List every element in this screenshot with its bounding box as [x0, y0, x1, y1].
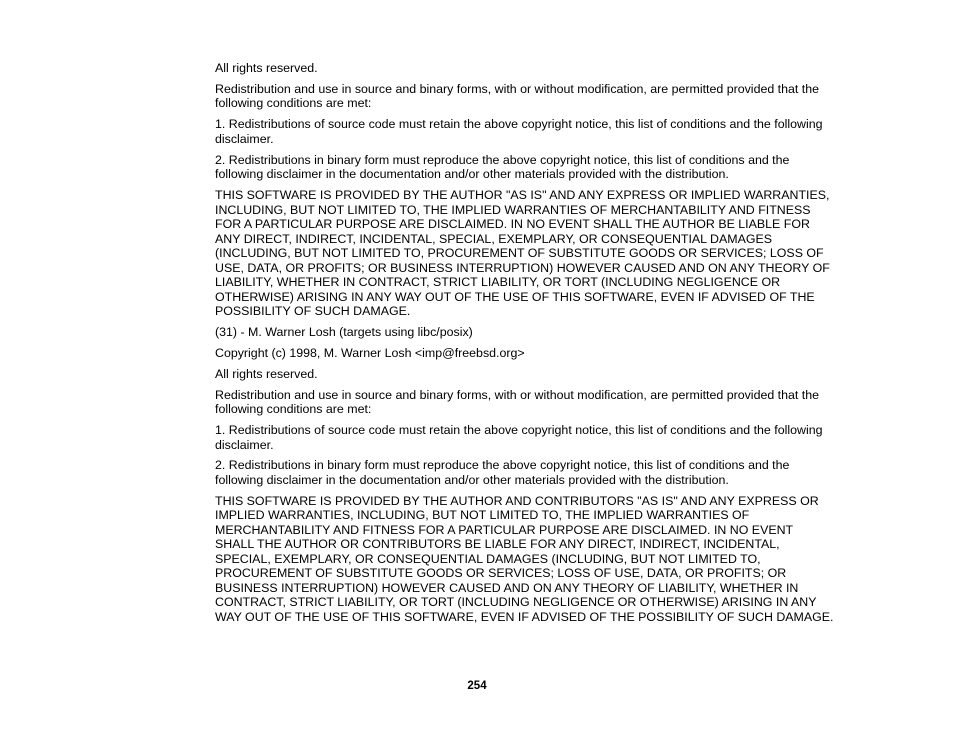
license-section-heading: (31) - M. Warner Losh (targets using libc/posix): [215, 324, 473, 339]
rights-statement: All rights reserved.: [215, 366, 318, 381]
warranty-disclaimer: THIS SOFTWARE IS PROVIDED BY THE AUTHOR AND CONTRIBUTORS "AS IS" AND ANY EXPRESS OR IMPLIED WARRANTIES, INCLUDING, BUT NOT LIMITED TO, THE IMPLIED WARRANTIES OF MERCHANTABILITY AND FITNESS FOR A PARTICULAR PURPOSE ARE DISCLAIMED. IN NO EVENT SHALL THE AUTHOR OR CONTRIBUTORS BE LIABLE FOR ANY DIRECT, INDIRECT, INCIDENTAL, SPECIAL, EXEMPLARY, OR CONSEQUENTIAL DAMAGES (INCLUDING, BUT NOT LIMITED TO, PROCUREMENT OF SUBSTITUTE GOODS OR SERVICES; LOSS OF USE, DATA, OR PROFITS; OR BUSINESS INTERRUPTION) HOWEVER CAUSED AND ON ANY THEORY OF LIABILITY, WHETHER IN CONTRACT, STRICT LIABILITY, OR TORT (INCLUDING NEGLIGENCE OR OTHERWISE) ARISING IN ANY WAY OUT OF THE USE OF THIS SOFTWARE, EVEN IF ADVISED OF THE POSSIBILITY OF SUCH DAMAGE.: [215, 493, 834, 624]
rights-statement: All rights reserved.: [215, 61, 318, 75]
condition-source-code: 1. Redistributions of source code must retain the above copyright notice, this list of conditions and the following disclaimer.: [215, 423, 823, 452]
condition-binary-form: 2. Redistributions in binary form must reproduce the above copyright notice, this list of conditions and the following disclaimer in the documentation and/or other materials provided with the distribution.: [215, 458, 790, 487]
condition-binary-form: 2. Redistributions in binary form must reproduce the above copyright notice, this list of conditions and the following disclaimer in the documentation and/or other materials provided with the distribution.: [215, 152, 790, 182]
document-body: [215, 61, 835, 631]
condition-source-code: 1. Redistributions of source code must retain the above copyright notice, this list of conditions and the following disclaimer.: [215, 117, 823, 146]
copyright-notice: Copyright (c) 1998, M. Warner Losh <imp@freebsd.org>: [215, 345, 525, 360]
page-number: 254: [467, 680, 487, 692]
warranty-disclaimer: THIS SOFTWARE IS PROVIDED BY THE AUTHOR "AS IS" AND ANY EXPRESS OR IMPLIED WARRANTIES, INCLUDING, BUT NOT LIMITED TO, THE IMPLIED WARRANTIES OF MERCHANTABILITY AND FITNESS FOR A PARTICULAR PURPOSE ARE DISCLAIMED. IN NO EVENT SHALL THE AUTHOR BE LIABLE FOR ANY DIRECT, INDIRECT, INCIDENTAL, SPECIAL, EXEMPLARY, OR CONSEQUENTIAL DAMAGES (INCLUDING, BUT NOT LIMITED TO, PROCUREMENT OF SUBSTITUTE GOODS OR SERVICES; LOSS OF USE, DATA, OR PROFITS; OR BUSINESS INTERRUPTION) HOWEVER CAUSED AND ON ANY THEORY OF LIABILITY, WHETHER IN CONTRACT, STRICT LIABILITY, OR TORT (INCLUDING NEGLIGENCE OR OTHERWISE) ARISING IN ANY WAY OUT OF THE USE OF THIS SOFTWARE, EVEN IF ADVISED OF THE POSSIBILITY OF SUCH DAMAGE.: [215, 188, 830, 319]
redistribution-intro: Redistribution and use in source and binary forms, with or without modification, are permitted provided that the following conditions are met:: [215, 387, 820, 417]
redistribution-intro: Redistribution and use in source and binary forms, with or without modification, are permitted provided that the following conditions are met:: [215, 81, 820, 111]
